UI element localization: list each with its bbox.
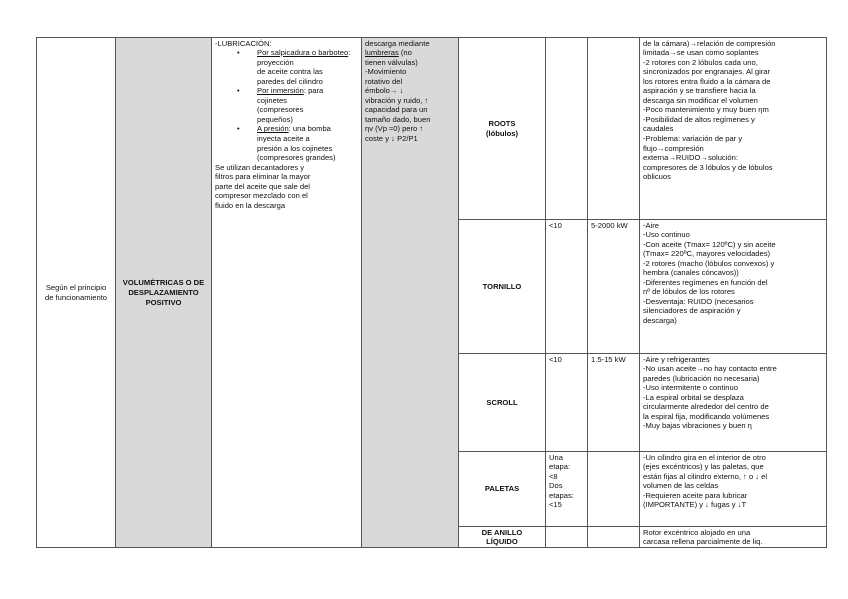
desc-line: los rotores entra fluido a la cámara de xyxy=(643,76,771,86)
notes-line: descarga mediante xyxy=(365,38,430,48)
list-item xyxy=(257,48,358,86)
desc-line: -La espiral orbital se desplaza xyxy=(643,392,744,402)
desc-line: limitada→se usan como soplantes xyxy=(643,48,759,58)
bullet-text: presión a los cojinetes xyxy=(257,143,333,153)
type-name-roots: ROOTS (lóbulos) xyxy=(485,119,519,138)
desc-line: -Requieren aceite para lubricar xyxy=(643,490,748,500)
pressure-line: etapas: xyxy=(549,490,574,500)
type-name-cell xyxy=(459,354,546,452)
bullet-text: (compresores xyxy=(257,105,304,115)
power-cell: 1.5-15 kW xyxy=(588,354,640,452)
desc-line: -Posibilidad de altos regímenes y xyxy=(643,114,755,124)
desc-line: (ejes excéntricos) y las paletas, que xyxy=(643,462,764,472)
desc-line: flujo→compresión xyxy=(643,143,704,153)
pressure-cell xyxy=(546,527,588,548)
desc-line: descarga) xyxy=(643,315,677,325)
desc-line: descarga sin modificar el volumen xyxy=(643,95,758,105)
desc-line: volumen de las celdas xyxy=(643,481,719,491)
bullet-text: : para xyxy=(303,86,324,96)
desc-line: nº de lóbulos de los rotores xyxy=(643,287,735,297)
type-name-paletas: PALETAS xyxy=(484,484,520,494)
footer-line: filtros para eliminar la mayor xyxy=(215,172,311,182)
desc-line: Rotor excéntrico alojado en una xyxy=(643,527,751,537)
footer-line: parte del aceite que sale del xyxy=(215,181,310,191)
bullet-text: (compresores grandes) xyxy=(257,153,336,163)
pressure-line: etapa: xyxy=(549,462,571,472)
description-cell xyxy=(640,527,827,548)
row-header-cell xyxy=(37,38,116,548)
desc-line: aspiración y se transfiere hacia la xyxy=(643,86,756,96)
desc-line: -Con aceite (Tmax= 120ºC) y sin aceite xyxy=(643,239,776,249)
desc-line: -No usan aceite→no hay contacto entre xyxy=(643,364,777,374)
lubrication-title: -LUBRICACIÓN: xyxy=(215,38,272,48)
notes-line: ηv (Vp ≈0) pero ↑ xyxy=(365,124,424,134)
notes-line: -Movimiento xyxy=(365,67,407,77)
desc-line: paredes (lubricación no necesaria) xyxy=(643,373,760,383)
desc-line: caudales xyxy=(643,124,674,134)
description-cell xyxy=(640,354,827,452)
bullet-text: paredes del cilindro xyxy=(257,76,323,86)
list-item xyxy=(257,124,358,162)
notes-line: rotativo del xyxy=(365,76,403,86)
notes-line xyxy=(365,48,455,58)
type-name-scroll: SCROLL xyxy=(486,397,518,407)
pressure-line: Una xyxy=(549,452,563,462)
desc-line: (IMPORTANTE) y ↓ fugas y ↓T xyxy=(643,500,747,510)
desc-line: -Diferentes regímenes en función del xyxy=(643,277,768,287)
type-name-tornillo: TORNILLO xyxy=(482,281,522,291)
type-name-cell xyxy=(459,527,546,548)
desc-line: -Un cilindro gira en el interior de otro xyxy=(643,452,766,462)
row-header: Según el principio de funcionamiento xyxy=(44,283,108,302)
pressure-line: <15 xyxy=(549,500,562,510)
description-cell xyxy=(640,38,827,220)
bullet-text: cojinetes xyxy=(257,95,287,105)
category-cell xyxy=(116,38,212,548)
type-name-anillo-liquido: DE ANILLO LÍQUIDO xyxy=(481,527,523,547)
desc-line: silenciadores de aspiración y xyxy=(643,306,741,316)
bullet-text: pequeños) xyxy=(257,114,293,124)
desc-line: -Desventaja: RUIDO (necesarios xyxy=(643,296,754,306)
desc-line: de la cámara)→relación de compresión xyxy=(643,38,776,48)
desc-line: hembra (canales cóncavos)) xyxy=(643,268,739,278)
notes-line: capacidad para un xyxy=(365,105,428,115)
power-cell xyxy=(588,452,640,527)
desc-line: oblicuos xyxy=(643,172,671,182)
notes-text: (no xyxy=(400,48,412,58)
desc-line: carcasa rellena parcialmente de liq. xyxy=(643,537,763,547)
desc-line: -2 rotores con 2 lóbulos cada uno, xyxy=(643,57,758,67)
bullet-text: inyecta aceite a xyxy=(257,133,310,143)
category-label: VOLUMÉTRICAS O DE DESPLAZAMIENTO POSITIVO xyxy=(122,278,205,307)
power-cell xyxy=(588,527,640,548)
compressor-classification-table xyxy=(36,37,827,548)
table-row xyxy=(37,38,827,220)
desc-line: -Muy bajas vibraciones y buen η xyxy=(643,421,752,431)
bullet-text: : proyección xyxy=(257,48,351,67)
bullet-text: de aceite contra las xyxy=(257,67,323,77)
type-name-cell xyxy=(459,220,546,354)
notes-line: vibración y ruido, ↑ xyxy=(365,95,429,105)
lumbreras-term: lumbreras xyxy=(365,48,399,58)
power-cell: 5-2000 kW xyxy=(588,220,640,354)
desc-line: -Problema: variación de par y xyxy=(643,133,743,143)
description-cell xyxy=(640,220,827,354)
footer-line: fluido en la descarga xyxy=(215,200,286,210)
lubrication-cell xyxy=(212,38,362,548)
notes-line: coste y ↓ P2/P1 xyxy=(365,133,418,143)
desc-line: -Uso intermitente o continuo xyxy=(643,383,738,393)
desc-line: -Aire y refrigerantes xyxy=(643,354,710,364)
pressure-cell: <10 xyxy=(546,220,588,354)
desc-line: -2 rotores (macho (lóbulos convexos) y xyxy=(643,258,775,268)
pressure-line: <8 xyxy=(549,471,558,481)
desc-line: circularmente alrededor del centro de xyxy=(643,402,769,412)
notes-line: tienen válvulas) xyxy=(365,57,418,67)
bullet-label: Por salpicadura o barboteo xyxy=(257,48,349,58)
lubrication-list xyxy=(215,48,358,163)
desc-line: -Aire xyxy=(643,220,660,230)
desc-line: la espiral fija, modificando volúmenes xyxy=(643,411,770,421)
notes-line: tamaño dado, buen xyxy=(365,114,431,124)
type-name-cell xyxy=(459,38,546,220)
desc-line: compresores de 3 lóbulos y de lóbulos xyxy=(643,162,773,172)
notes-line: émbolo→ ↓ xyxy=(365,86,404,96)
desc-line: externa→RUIDO→solución: xyxy=(643,153,738,163)
desc-line: -Uso continuo xyxy=(643,230,690,240)
piston-notes-cell xyxy=(362,38,459,548)
power-cell xyxy=(588,38,640,220)
desc-line: están fijas al cilindro externo, ↑ o ↓ el xyxy=(643,471,768,481)
pressure-line: Dos xyxy=(549,481,563,491)
footer-line: compresor mezclado con el xyxy=(215,191,308,201)
desc-line: sincronizados por engranajes. Al girar xyxy=(643,67,771,77)
type-name-cell xyxy=(459,452,546,527)
desc-line: (Tmax= 220ºC, mayores velocidades) xyxy=(643,249,771,259)
pressure-cell xyxy=(546,452,588,527)
desc-line: -Poco mantenimiento y muy buen ηm xyxy=(643,105,769,115)
bullet-label: A presión xyxy=(257,124,289,134)
pressure-cell xyxy=(546,38,588,220)
pressure-cell: <10 xyxy=(546,354,588,452)
bullet-label: Por inmersión xyxy=(257,86,304,96)
list-item xyxy=(257,86,358,124)
description-cell xyxy=(640,452,827,527)
bullet-text: : una bomba xyxy=(288,124,331,134)
footer-line: Se utilizan decantadores y xyxy=(215,162,305,172)
